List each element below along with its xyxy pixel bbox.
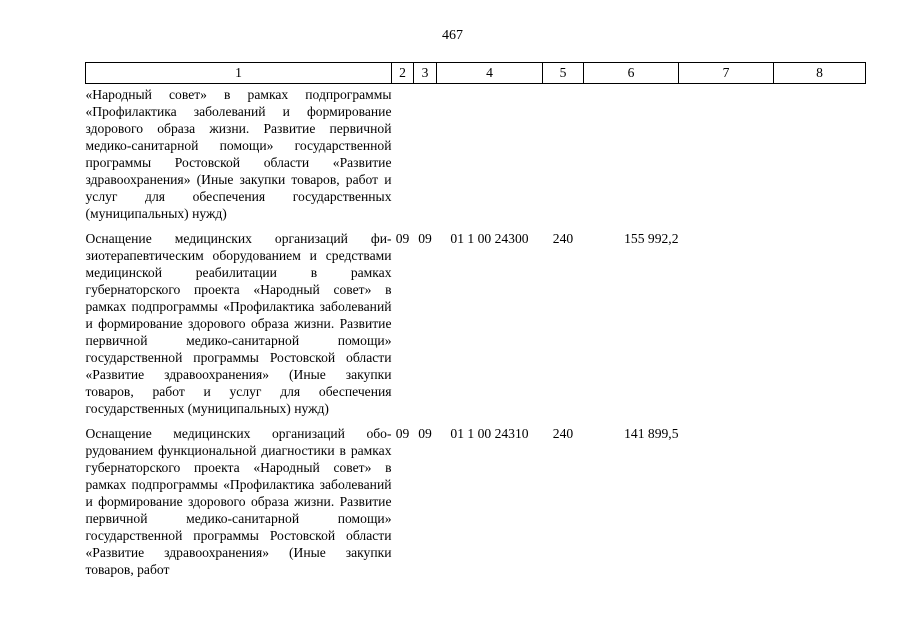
row-amount: 155 992,2 — [624, 231, 679, 246]
row-target-code — [437, 84, 543, 223]
row-amount — [584, 84, 679, 223]
row-target-code: 01 1 00 24300 — [450, 231, 529, 246]
table-header-row — [86, 63, 866, 84]
column-header-1: 1 — [86, 63, 392, 84]
row-subsection: 09 — [418, 426, 432, 441]
column-header-2: 2 — [392, 63, 414, 84]
row-section: 09 — [395, 231, 410, 246]
row-target-code: 01 1 00 24310 — [450, 426, 529, 441]
row-expense-type — [543, 84, 584, 223]
row-section: 09 — [395, 426, 410, 441]
column-header-4: 4 — [437, 63, 543, 84]
row-description: Оснащение медицинских организаций физиотерапевтическим оборудованием и средствами медицинской реабилитации в рамках губернаторского проекта «Народный совет» в рамках подпрограммы «Профилактика заболеваний и формирование здорового образа жизни. Развитие первичной медико-санитарной помощи» государственной программы Ростовской области «Развитие здравоохранения» (Иные закупки товаров, работ и услуг для обеспечения государственных (муниципальных) нужд) — [85, 231, 392, 416]
row-col8 — [774, 417, 866, 578]
table-row — [86, 417, 866, 578]
row-col7 — [679, 84, 774, 223]
row-col7 — [679, 417, 774, 578]
row-amount: 141 899,5 — [624, 426, 679, 441]
row-expense-type: 240 — [552, 426, 574, 441]
column-header-8: 8 — [774, 63, 866, 84]
column-header-3: 3 — [414, 63, 437, 84]
column-header-5: 5 — [543, 63, 584, 84]
budget-table — [85, 62, 866, 578]
row-description: Оснащение медицинских организаций оборудованием функциональной диагностики в рамках губернаторского проекта «Народный совет» в рамках подпрограммы «Профилактика заболеваний и формирование здорового образа жизни. Развитие первичной медико-санитарной помощи» государственной программы Ростовской области «Развитие здравоохранения» (Иные закупки товаров, работ — [85, 426, 392, 577]
column-header-7: 7 — [679, 63, 774, 84]
row-expense-type: 240 — [552, 231, 574, 246]
row-subsection — [414, 84, 437, 223]
column-header-6: 6 — [584, 63, 679, 84]
row-subsection: 09 — [418, 231, 432, 246]
row-col8 — [774, 84, 866, 223]
table-row — [86, 222, 866, 417]
table-row — [86, 84, 866, 223]
row-section — [392, 84, 414, 223]
page-number: 467 — [442, 28, 463, 43]
row-description: «Народный совет» в рамках подпрограммы «Профилактика заболеваний и формирование здорового образа жизни. Развитие первичной медико-санитарной помощи» государственной программы Ростовской области «Развитие здравоохранения» (Иные закупки товаров, работ и услуг для обеспечения государственных (муниципальных) нужд) — [85, 87, 392, 221]
row-col7 — [679, 222, 774, 417]
row-col8 — [774, 222, 866, 417]
